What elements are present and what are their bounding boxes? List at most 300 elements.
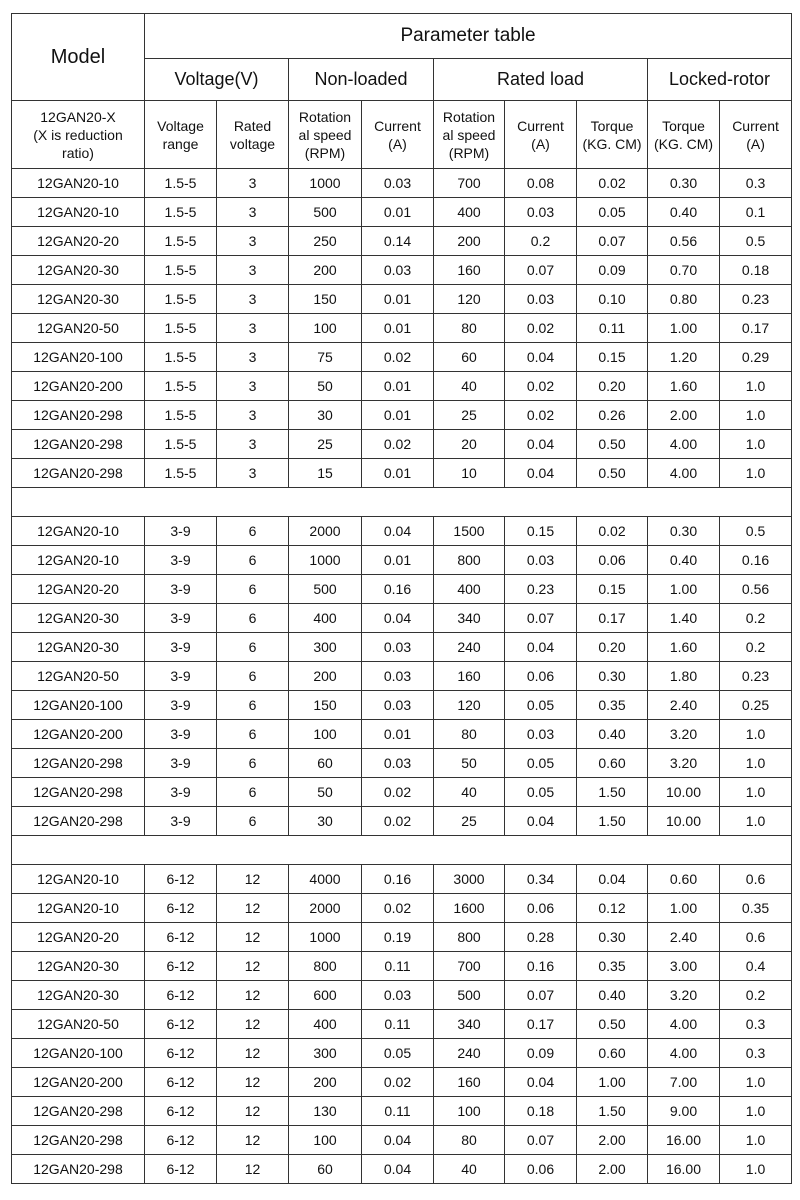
locked-torque-cell: 3.20 xyxy=(648,981,720,1010)
rated-voltage-cell: 3 xyxy=(217,343,289,372)
rated-torque-cell: 0.20 xyxy=(577,372,648,401)
nonloaded-speed-cell: 400 xyxy=(289,604,362,633)
voltage-range-cell: 3-9 xyxy=(145,807,217,836)
rated-speed-cell: 160 xyxy=(434,662,505,691)
table-row xyxy=(12,314,792,343)
table-row xyxy=(12,1155,792,1184)
header-line: Current xyxy=(517,117,564,134)
nonloaded-speed-cell: 600 xyxy=(289,981,362,1010)
rated-current-cell: 0.06 xyxy=(505,894,577,923)
rated-voltage-cell: 6 xyxy=(217,662,289,691)
nonloaded-current-cell: 0.03 xyxy=(362,256,434,285)
header-line: (KG. CM) xyxy=(582,135,642,152)
nonloaded-speed-cell: 500 xyxy=(289,575,362,604)
rated-speed-cell: 60 xyxy=(434,343,505,372)
rated-torque-cell: 1.50 xyxy=(577,807,648,836)
rated-speed-cell: 500 xyxy=(434,981,505,1010)
rated-torque-cell: 0.05 xyxy=(577,198,648,227)
rated-current-cell: 0.04 xyxy=(505,459,577,488)
rated-speed-cell: 50 xyxy=(434,749,505,778)
header-line: Rotation xyxy=(298,108,352,125)
model-cell: 12GAN20-20 xyxy=(12,923,145,952)
voltage-range-cell: 1.5-5 xyxy=(145,169,217,198)
locked-current-cell: 0.16 xyxy=(720,546,792,575)
nonloaded-speed-cell: 2000 xyxy=(289,894,362,923)
rated-current-cell: 0.04 xyxy=(505,430,577,459)
locked-torque-cell: 0.40 xyxy=(648,198,720,227)
locked-torque-cell: 4.00 xyxy=(648,430,720,459)
spec-sheet xyxy=(11,13,792,1184)
model-cell: 12GAN20-10 xyxy=(12,169,145,198)
header-line: (RPM) xyxy=(304,144,346,161)
rated-torque-cell: 0.17 xyxy=(577,604,648,633)
nonloaded-speed-cell: 2000 xyxy=(289,517,362,546)
nonloaded-current-cell: 0.02 xyxy=(362,430,434,459)
header-line: (KG. CM) xyxy=(653,135,714,152)
rated-torque-cell: 0.06 xyxy=(577,546,648,575)
nonloaded-speed-cell: 150 xyxy=(289,285,362,314)
locked-current-cell: 0.17 xyxy=(720,314,792,343)
nonloaded-current-cell: 0.02 xyxy=(362,894,434,923)
voltage-range-cell: 1.5-5 xyxy=(145,372,217,401)
rated-torque-cell: 0.26 xyxy=(577,401,648,430)
nonloaded-speed-cell: 100 xyxy=(289,720,362,749)
table-row xyxy=(12,1039,792,1068)
locked-torque-cell: 0.30 xyxy=(648,169,720,198)
nonloaded-speed-cell: 150 xyxy=(289,691,362,720)
nonloaded-speed-cell: 50 xyxy=(289,778,362,807)
rated-speed-cell: 80 xyxy=(434,720,505,749)
model-subheader xyxy=(12,101,145,169)
table-row xyxy=(12,633,792,662)
locked-torque-cell: 1.40 xyxy=(648,604,720,633)
locked-current-cell: 0.25 xyxy=(720,691,792,720)
rated-speed-cell: 400 xyxy=(434,198,505,227)
model-cell: 12GAN20-30 xyxy=(12,952,145,981)
locked-torque-header xyxy=(648,101,720,169)
voltage-range-cell: 3-9 xyxy=(145,691,217,720)
table-row xyxy=(12,923,792,952)
nonloaded-speed-cell: 100 xyxy=(289,314,362,343)
rated-speed-cell: 80 xyxy=(434,1126,505,1155)
voltage-range-cell: 3-9 xyxy=(145,749,217,778)
voltage-range-cell: 6-12 xyxy=(145,952,217,981)
table-row xyxy=(12,430,792,459)
voltage-range-cell: 6-12 xyxy=(145,865,217,894)
nonloaded-current-cell: 0.11 xyxy=(362,1010,434,1039)
nonloaded-current-cell: 0.03 xyxy=(362,981,434,1010)
voltage-range-cell: 1.5-5 xyxy=(145,285,217,314)
rated-speed-cell: 120 xyxy=(434,285,505,314)
locked-torque-cell: 10.00 xyxy=(648,778,720,807)
rated-current-cell: 0.03 xyxy=(505,198,577,227)
header-line: (A) xyxy=(388,135,407,152)
locked-current-cell: 0.29 xyxy=(720,343,792,372)
nonloaded-current-cell: 0.04 xyxy=(362,517,434,546)
rated-current-cell: 0.05 xyxy=(505,749,577,778)
model-cell: 12GAN20-50 xyxy=(12,662,145,691)
rated-voltage-cell: 3 xyxy=(217,430,289,459)
model-cell: 12GAN20-30 xyxy=(12,633,145,662)
rated-torque-cell: 1.50 xyxy=(577,778,648,807)
rated-voltage-cell: 12 xyxy=(217,894,289,923)
table-row xyxy=(12,691,792,720)
rated-torque-cell: 1.00 xyxy=(577,1068,648,1097)
rated-torque-cell: 0.50 xyxy=(577,1010,648,1039)
locked-current-cell: 1.0 xyxy=(720,401,792,430)
rated-speed-cell: 800 xyxy=(434,546,505,575)
header-row-3 xyxy=(12,101,792,169)
parameter-table-header: Parameter table xyxy=(145,14,792,59)
nonloaded-current-cell: 0.11 xyxy=(362,1097,434,1126)
rated-torque-cell: 0.35 xyxy=(577,952,648,981)
table-row xyxy=(12,778,792,807)
rated-voltage-cell: 12 xyxy=(217,952,289,981)
voltage-group-header: Voltage(V) xyxy=(145,59,289,101)
locked-current-cell: 1.0 xyxy=(720,430,792,459)
model-cell: 12GAN20-10 xyxy=(12,546,145,575)
nonloaded-current-cell: 0.04 xyxy=(362,1155,434,1184)
nonloaded-current-cell: 0.19 xyxy=(362,923,434,952)
locked-torque-cell: 1.60 xyxy=(648,372,720,401)
nonloaded-current-cell: 0.02 xyxy=(362,778,434,807)
rated-voltage-cell: 3 xyxy=(217,314,289,343)
locked-current-header xyxy=(720,101,792,169)
nonloaded-speed-cell: 75 xyxy=(289,343,362,372)
rated-load-group-header: Rated load xyxy=(434,59,648,101)
rated-torque-cell: 0.50 xyxy=(577,430,648,459)
rated-voltage-cell: 6 xyxy=(217,517,289,546)
table-row xyxy=(12,981,792,1010)
rated-torque-cell: 0.09 xyxy=(577,256,648,285)
model-cell: 12GAN20-100 xyxy=(12,691,145,720)
model-cell: 12GAN20-10 xyxy=(12,894,145,923)
table-row xyxy=(12,343,792,372)
rated-current-cell: 0.03 xyxy=(505,720,577,749)
locked-current-cell: 0.2 xyxy=(720,981,792,1010)
voltage-range-cell: 6-12 xyxy=(145,981,217,1010)
rated-current-cell: 0.02 xyxy=(505,401,577,430)
rated-current-cell: 0.09 xyxy=(505,1039,577,1068)
nonloaded-current-cell: 0.02 xyxy=(362,807,434,836)
table-row xyxy=(12,894,792,923)
model-cell: 12GAN20-100 xyxy=(12,1039,145,1068)
model-cell: 12GAN20-298 xyxy=(12,430,145,459)
voltage-range-cell: 1.5-5 xyxy=(145,227,217,256)
nonloaded-speed-cell: 100 xyxy=(289,1126,362,1155)
rated-speed-cell: 800 xyxy=(434,923,505,952)
nonloaded-speed-cell: 50 xyxy=(289,372,362,401)
locked-torque-cell: 1.60 xyxy=(648,633,720,662)
rated-voltage-cell: 6 xyxy=(217,778,289,807)
nonloaded-current-cell: 0.01 xyxy=(362,720,434,749)
locked-torque-cell: 3.00 xyxy=(648,952,720,981)
rated-torque-header xyxy=(577,101,648,169)
nonloaded-speed-cell: 200 xyxy=(289,256,362,285)
model-cell: 12GAN20-30 xyxy=(12,604,145,633)
locked-current-cell: 1.0 xyxy=(720,1126,792,1155)
nonloaded-current-cell: 0.03 xyxy=(362,749,434,778)
rated-voltage-header xyxy=(217,101,289,169)
locked-torque-cell: 4.00 xyxy=(648,1039,720,1068)
header-line: 12GAN20-X xyxy=(40,108,116,125)
nonloaded-current-cell: 0.04 xyxy=(362,604,434,633)
rated-voltage-cell: 6 xyxy=(217,546,289,575)
locked-torque-cell: 2.00 xyxy=(648,401,720,430)
locked-current-cell: 1.0 xyxy=(720,1097,792,1126)
voltage-range-cell: 6-12 xyxy=(145,1155,217,1184)
rated-speed-cell: 10 xyxy=(434,459,505,488)
rated-voltage-cell: 12 xyxy=(217,1097,289,1126)
rated-torque-cell: 0.30 xyxy=(577,923,648,952)
model-cell: 12GAN20-298 xyxy=(12,1155,145,1184)
rated-torque-cell: 1.50 xyxy=(577,1097,648,1126)
header-line: Torque xyxy=(662,117,705,134)
model-cell: 12GAN20-50 xyxy=(12,314,145,343)
model-cell: 12GAN20-298 xyxy=(12,749,145,778)
rated-torque-cell: 0.07 xyxy=(577,227,648,256)
nonloaded-speed-cell: 500 xyxy=(289,198,362,227)
table-row xyxy=(12,227,792,256)
locked-current-cell: 0.6 xyxy=(720,923,792,952)
locked-current-cell: 1.0 xyxy=(720,807,792,836)
model-cell: 12GAN20-298 xyxy=(12,807,145,836)
rated-current-cell: 0.15 xyxy=(505,517,577,546)
nonloaded-speed-cell: 200 xyxy=(289,1068,362,1097)
locked-current-cell: 0.2 xyxy=(720,604,792,633)
table-row xyxy=(12,662,792,691)
header-row-1 xyxy=(12,14,792,59)
nonloaded-speed-cell: 800 xyxy=(289,952,362,981)
locked-torque-cell: 0.56 xyxy=(648,227,720,256)
model-cell: 12GAN20-200 xyxy=(12,372,145,401)
rated-current-cell: 0.08 xyxy=(505,169,577,198)
rated-current-cell: 0.05 xyxy=(505,691,577,720)
locked-rotor-group-header: Locked-rotor xyxy=(648,59,792,101)
nonloaded-speed-cell: 1000 xyxy=(289,923,362,952)
locked-torque-cell: 0.80 xyxy=(648,285,720,314)
locked-torque-cell: 1.20 xyxy=(648,343,720,372)
table-row xyxy=(12,865,792,894)
voltage-range-cell: 6-12 xyxy=(145,923,217,952)
table-row xyxy=(12,1010,792,1039)
rated-torque-cell: 0.15 xyxy=(577,343,648,372)
nonloaded-speed-header xyxy=(289,101,362,169)
rated-voltage-cell: 6 xyxy=(217,575,289,604)
nonloaded-speed-cell: 25 xyxy=(289,430,362,459)
rated-speed-cell: 400 xyxy=(434,575,505,604)
table-row xyxy=(12,575,792,604)
rated-speed-cell: 40 xyxy=(434,1155,505,1184)
rated-voltage-cell: 6 xyxy=(217,807,289,836)
nonloaded-current-cell: 0.14 xyxy=(362,227,434,256)
nonloaded-current-cell: 0.01 xyxy=(362,285,434,314)
locked-torque-cell: 3.20 xyxy=(648,720,720,749)
rated-current-cell: 0.04 xyxy=(505,1068,577,1097)
voltage-range-cell: 6-12 xyxy=(145,1126,217,1155)
nonloaded-speed-cell: 60 xyxy=(289,1155,362,1184)
table-row xyxy=(12,720,792,749)
locked-current-cell: 0.23 xyxy=(720,285,792,314)
voltage-range-cell: 3-9 xyxy=(145,720,217,749)
locked-torque-cell: 2.40 xyxy=(648,923,720,952)
voltage-range-cell: 1.5-5 xyxy=(145,343,217,372)
rated-current-cell: 0.18 xyxy=(505,1097,577,1126)
rated-voltage-cell: 12 xyxy=(217,1039,289,1068)
rated-voltage-cell: 3 xyxy=(217,401,289,430)
locked-current-cell: 0.18 xyxy=(720,256,792,285)
rated-voltage-cell: 6 xyxy=(217,633,289,662)
rated-current-cell: 0.34 xyxy=(505,865,577,894)
rated-current-cell: 0.03 xyxy=(505,285,577,314)
rated-speed-cell: 80 xyxy=(434,314,505,343)
rated-speed-cell: 340 xyxy=(434,604,505,633)
rated-speed-cell: 120 xyxy=(434,691,505,720)
model-cell: 12GAN20-298 xyxy=(12,1126,145,1155)
header-line: voltage xyxy=(229,135,276,152)
rated-current-cell: 0.17 xyxy=(505,1010,577,1039)
nonloaded-current-cell: 0.16 xyxy=(362,865,434,894)
nonloaded-current-cell: 0.03 xyxy=(362,169,434,198)
nonloaded-speed-cell: 400 xyxy=(289,1010,362,1039)
model-cell: 12GAN20-30 xyxy=(12,285,145,314)
rated-torque-cell: 0.40 xyxy=(577,720,648,749)
rated-current-cell: 0.04 xyxy=(505,807,577,836)
rated-torque-cell: 0.02 xyxy=(577,169,648,198)
rated-torque-cell: 2.00 xyxy=(577,1126,648,1155)
rated-torque-cell: 0.10 xyxy=(577,285,648,314)
table-row xyxy=(12,1068,792,1097)
table-row xyxy=(12,546,792,575)
locked-current-cell: 0.35 xyxy=(720,894,792,923)
voltage-range-cell: 6-12 xyxy=(145,1039,217,1068)
model-cell: 12GAN20-10 xyxy=(12,865,145,894)
rated-voltage-cell: 3 xyxy=(217,256,289,285)
rated-voltage-cell: 3 xyxy=(217,169,289,198)
rated-speed-cell: 160 xyxy=(434,1068,505,1097)
nonloaded-current-cell: 0.01 xyxy=(362,198,434,227)
locked-current-cell: 0.3 xyxy=(720,169,792,198)
locked-torque-cell: 2.40 xyxy=(648,691,720,720)
table-row xyxy=(12,1097,792,1126)
locked-torque-cell: 0.30 xyxy=(648,517,720,546)
model-cell: 12GAN20-298 xyxy=(12,401,145,430)
rated-speed-cell: 40 xyxy=(434,778,505,807)
nonloaded-speed-cell: 30 xyxy=(289,807,362,836)
model-cell: 12GAN20-50 xyxy=(12,1010,145,1039)
rated-current-cell: 0.23 xyxy=(505,575,577,604)
rated-torque-cell: 0.40 xyxy=(577,981,648,1010)
rated-voltage-cell: 12 xyxy=(217,1068,289,1097)
nonloaded-speed-cell: 1000 xyxy=(289,169,362,198)
table-row xyxy=(12,749,792,778)
rated-torque-cell: 0.30 xyxy=(577,662,648,691)
rated-current-cell: 0.02 xyxy=(505,372,577,401)
nonloaded-current-header xyxy=(362,101,434,169)
rated-current-cell: 0.07 xyxy=(505,981,577,1010)
table-row xyxy=(12,372,792,401)
header-line: Current xyxy=(374,117,421,134)
nonloaded-speed-cell: 1000 xyxy=(289,546,362,575)
voltage-range-cell: 3-9 xyxy=(145,633,217,662)
separator-cell xyxy=(12,836,792,865)
rated-speed-cell: 200 xyxy=(434,227,505,256)
header-line: Rotation xyxy=(442,108,496,125)
locked-torque-cell: 4.00 xyxy=(648,1010,720,1039)
nonloaded-group-header: Non-loaded xyxy=(289,59,434,101)
rated-current-cell: 0.06 xyxy=(505,662,577,691)
rated-speed-cell: 700 xyxy=(434,952,505,981)
table-row xyxy=(12,604,792,633)
nonloaded-speed-cell: 300 xyxy=(289,633,362,662)
rated-speed-cell: 240 xyxy=(434,1039,505,1068)
nonloaded-speed-cell: 130 xyxy=(289,1097,362,1126)
voltage-range-cell: 3-9 xyxy=(145,546,217,575)
rated-current-cell: 0.05 xyxy=(505,778,577,807)
rated-voltage-cell: 3 xyxy=(217,285,289,314)
locked-current-cell: 1.0 xyxy=(720,1155,792,1184)
rated-speed-cell: 25 xyxy=(434,401,505,430)
model-header: Model xyxy=(12,14,145,101)
model-cell: 12GAN20-298 xyxy=(12,459,145,488)
nonloaded-speed-cell: 4000 xyxy=(289,865,362,894)
locked-torque-cell: 16.00 xyxy=(648,1155,720,1184)
header-line: Torque xyxy=(590,117,634,134)
nonloaded-speed-cell: 30 xyxy=(289,401,362,430)
rated-current-cell: 0.04 xyxy=(505,343,577,372)
rated-torque-cell: 0.20 xyxy=(577,633,648,662)
voltage-range-cell: 6-12 xyxy=(145,1010,217,1039)
locked-current-cell: 1.0 xyxy=(720,778,792,807)
rated-speed-cell: 1600 xyxy=(434,894,505,923)
voltage-range-cell: 6-12 xyxy=(145,1068,217,1097)
rated-voltage-cell: 12 xyxy=(217,1126,289,1155)
table-row xyxy=(12,517,792,546)
rated-voltage-cell: 3 xyxy=(217,459,289,488)
nonloaded-current-cell: 0.01 xyxy=(362,546,434,575)
group-separator xyxy=(12,836,792,865)
locked-torque-cell: 3.20 xyxy=(648,749,720,778)
table-row xyxy=(12,285,792,314)
rated-torque-cell: 0.15 xyxy=(577,575,648,604)
rated-voltage-cell: 12 xyxy=(217,923,289,952)
rated-current-cell: 0.02 xyxy=(505,314,577,343)
voltage-range-cell: 1.5-5 xyxy=(145,314,217,343)
header-line: Rated xyxy=(233,117,272,134)
voltage-range-cell: 1.5-5 xyxy=(145,198,217,227)
rated-speed-header xyxy=(434,101,505,169)
rated-current-cell: 0.2 xyxy=(505,227,577,256)
voltage-range-cell: 3-9 xyxy=(145,604,217,633)
rated-torque-cell: 0.04 xyxy=(577,865,648,894)
table-row xyxy=(12,256,792,285)
header-line: (A) xyxy=(746,135,765,152)
voltage-range-header xyxy=(145,101,217,169)
header-line: (RPM) xyxy=(448,144,490,161)
nonloaded-current-cell: 0.03 xyxy=(362,633,434,662)
nonloaded-current-cell: 0.01 xyxy=(362,401,434,430)
rated-torque-cell: 2.00 xyxy=(577,1155,648,1184)
header-line: Current xyxy=(732,117,779,134)
locked-torque-cell: 4.00 xyxy=(648,459,720,488)
rated-speed-cell: 1500 xyxy=(434,517,505,546)
table-row xyxy=(12,198,792,227)
locked-torque-cell: 0.70 xyxy=(648,256,720,285)
locked-current-cell: 0.4 xyxy=(720,952,792,981)
nonloaded-speed-cell: 15 xyxy=(289,459,362,488)
locked-current-cell: 0.5 xyxy=(720,227,792,256)
locked-torque-cell: 0.40 xyxy=(648,546,720,575)
